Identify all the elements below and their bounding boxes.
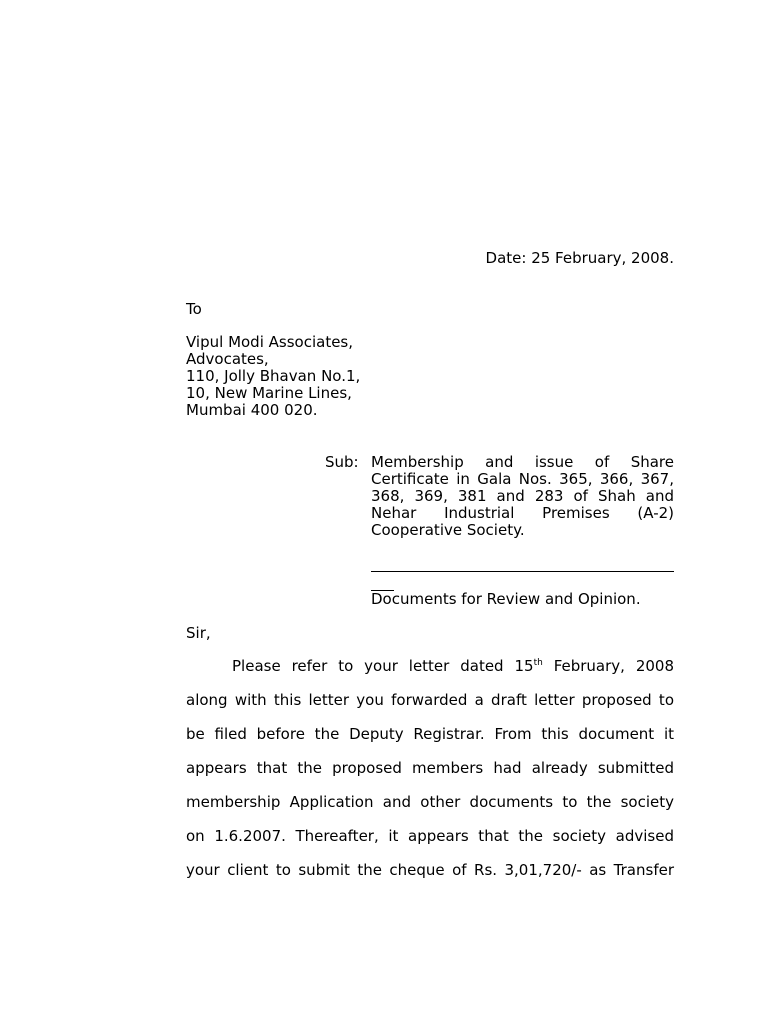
body-line: be filed before the Deputy Registrar. From this document it <box>186 725 674 743</box>
subject-label: Sub: <box>325 453 359 471</box>
address-line: Advocates, <box>186 350 269 368</box>
subject-text: Membership and issue of Share Certificate in Gala Nos. 365, 366, 367, 368, 369, 381 and 283 of Shah and Nehar Industrial Premises (A-2) Cooperative Society. <box>371 453 674 539</box>
body-line: your client to submit the cheque of Rs. 3,01,720/- as Transfer <box>186 861 674 879</box>
recipient-address <box>186 334 360 419</box>
address-line: 10, New Marine Lines, <box>186 384 352 402</box>
subject-documents: Documents for Review and Opinion. <box>371 590 641 608</box>
recipient-to-label: To <box>186 300 202 318</box>
address-line: 110, Jolly Bhavan No.1, <box>186 367 361 385</box>
body-text: February, 2008 <box>542 657 674 675</box>
body-line <box>186 657 674 691</box>
address-line: Vipul Modi Associates, <box>186 333 354 351</box>
address-line: Mumbai 400 020. <box>186 401 318 419</box>
subject-underline <box>371 571 674 572</box>
body-paragraph <box>186 657 674 895</box>
salutation: Sir, <box>186 624 211 642</box>
body-line: membership Application and other documents to the society <box>186 793 674 811</box>
body-text: Please refer to your letter dated 15 <box>232 657 534 675</box>
ordinal-superscript: th <box>533 658 543 668</box>
body-line: along with this letter you forwarded a draft letter proposed to <box>186 691 674 709</box>
body-line: appears that the proposed members had already submitted <box>186 759 674 777</box>
letter-date: Date: 25 February, 2008. <box>485 249 674 267</box>
body-line: on 1.6.2007. Thereafter, it appears that the society advised <box>186 827 674 845</box>
